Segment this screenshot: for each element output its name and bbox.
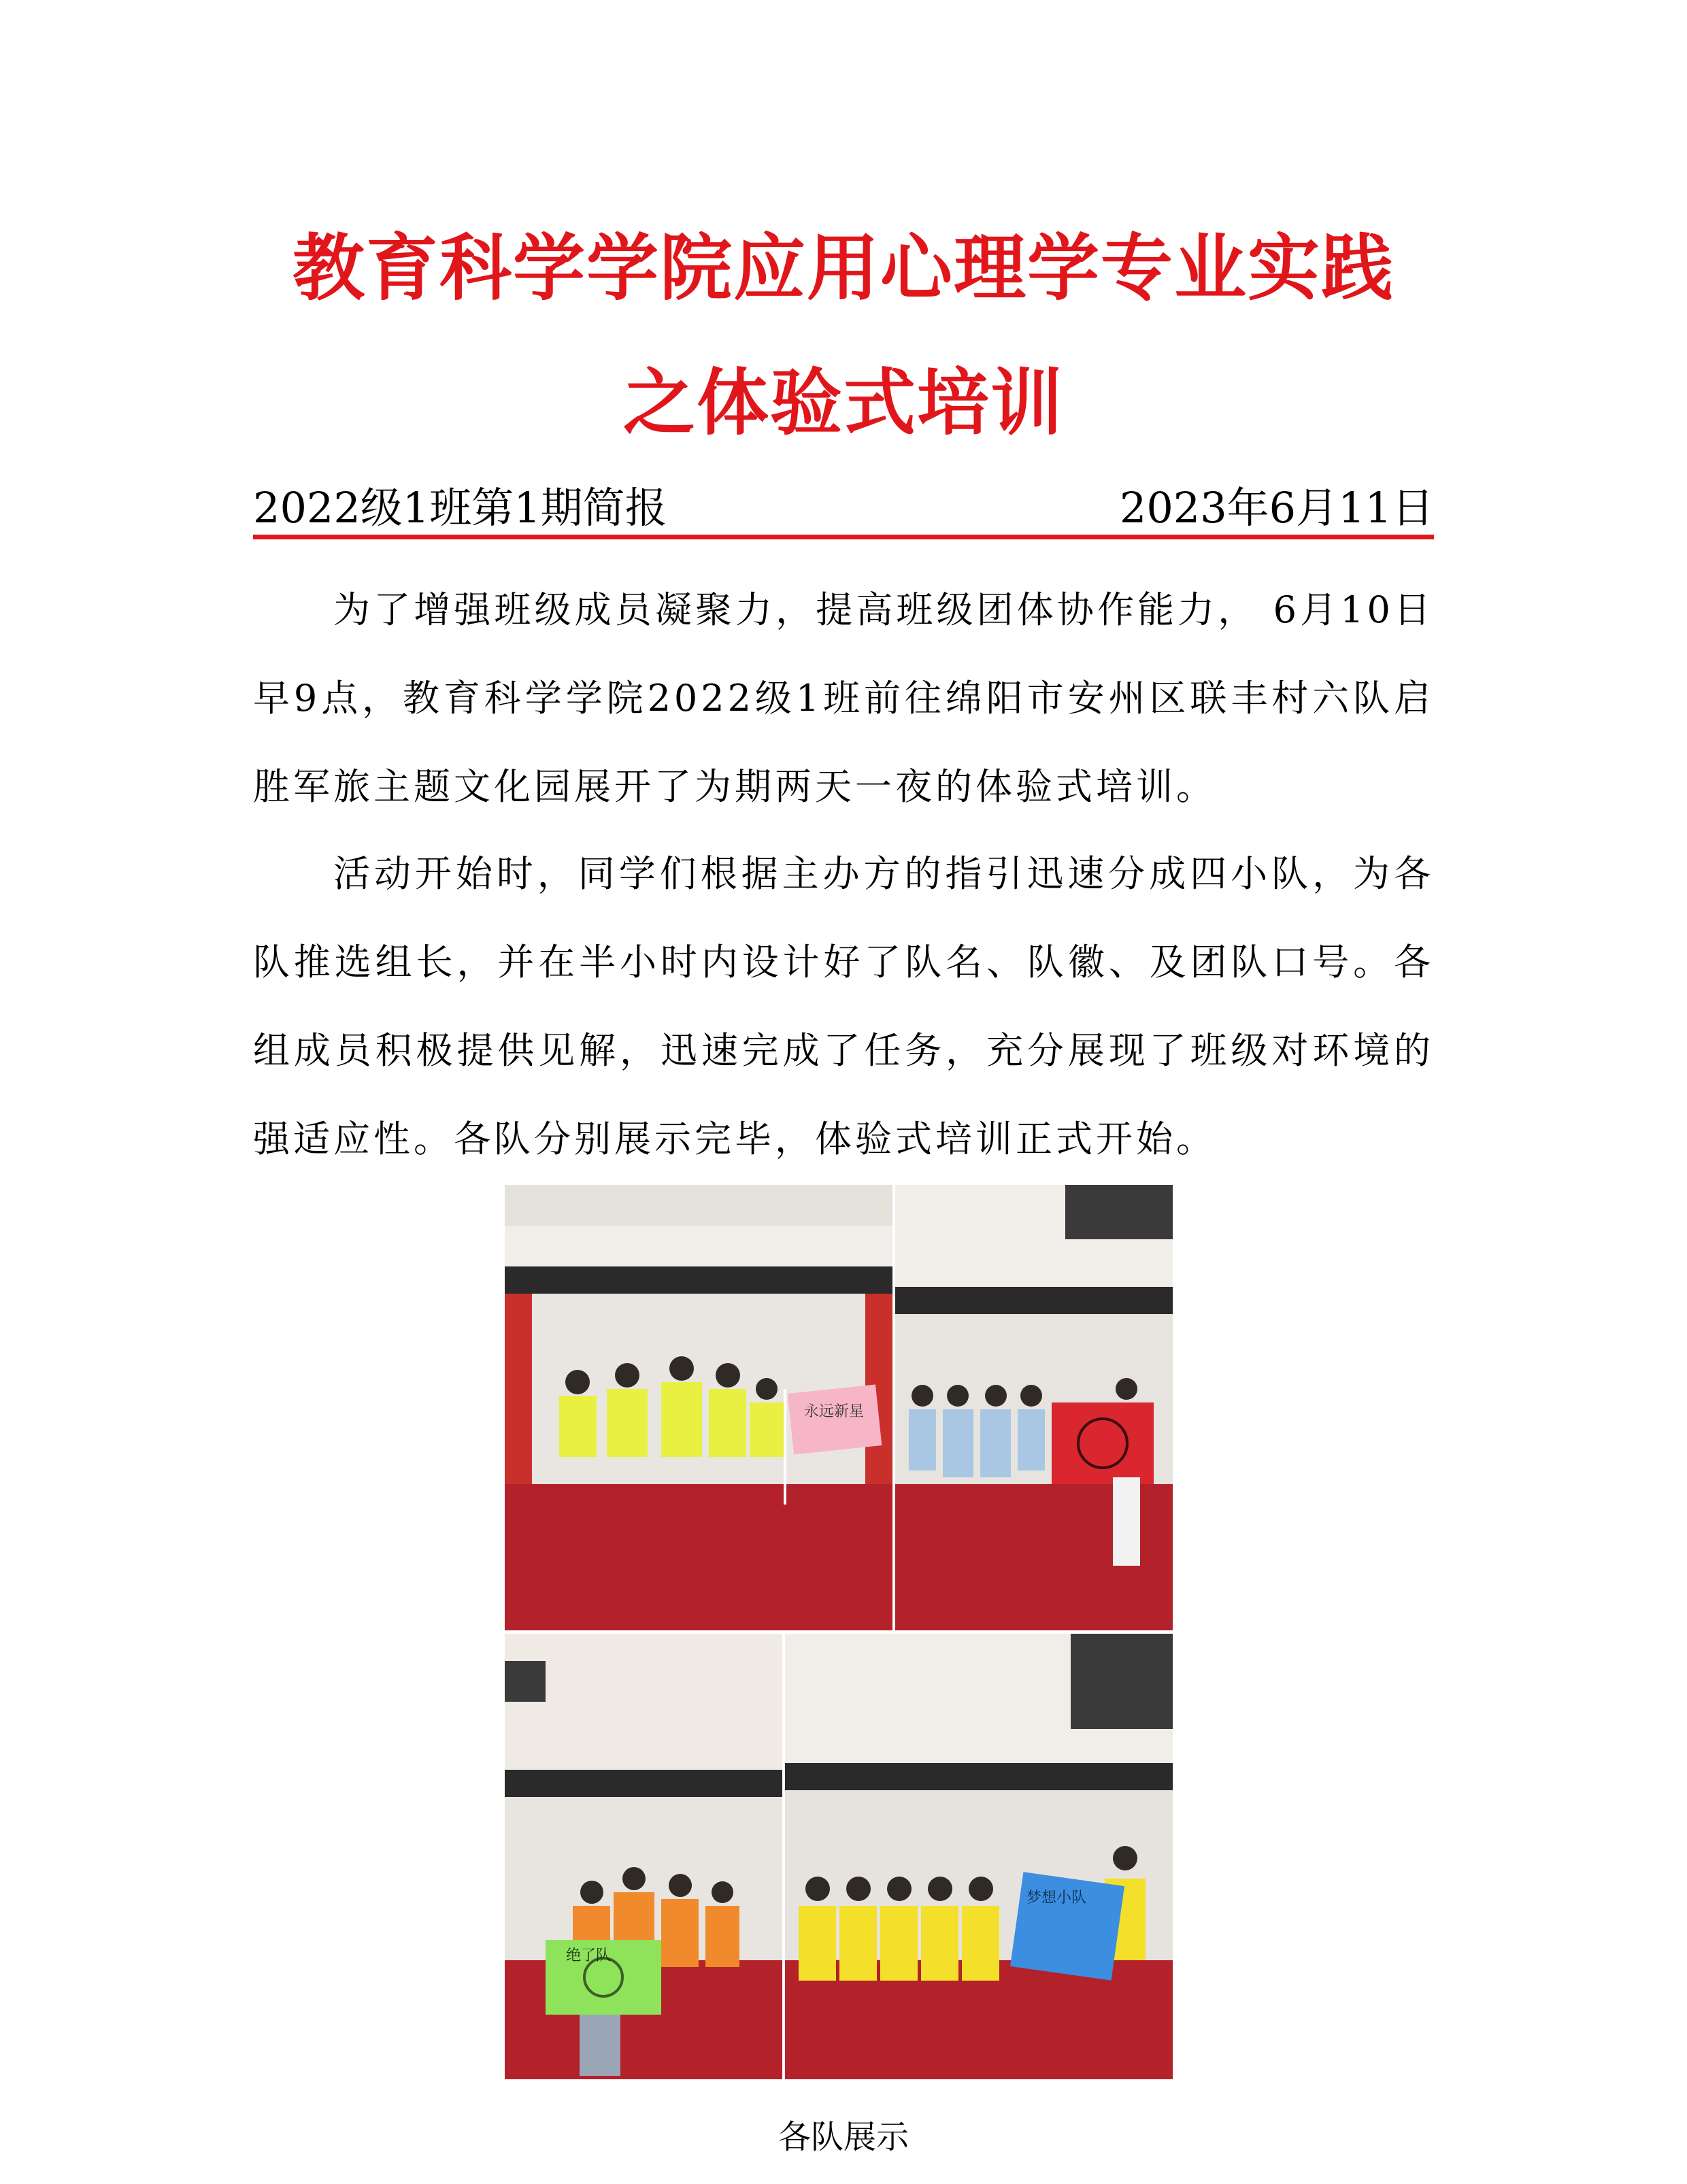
document-title-line-2: 之体验式培训 bbox=[623, 361, 1064, 445]
body-paragraph-1: 为了增强班级成员凝聚力，提高班级团体协作能力， 6月10日早9点，教育科学学院2022级1班前往绵阳市安州区联丰村六队启胜军旅主题文化园展开了为期两天一夜的体验式培训。 bbox=[253, 588, 1434, 808]
issue-meta-row bbox=[253, 482, 1434, 535]
issue-date: 2023年6月11日 bbox=[1119, 483, 1434, 533]
flag-text: 梦想小队 bbox=[1026, 1889, 1087, 1906]
team-photo-light-blue-vests bbox=[895, 1185, 1173, 1630]
document-title-line-1: 教育科学学院应用心理学专业实践 bbox=[293, 226, 1394, 310]
issue-label: 2022级1班第1期简报 bbox=[253, 483, 667, 533]
body-paragraph-2: 活动开始时，同学们根据主办方的指引迅速分成四小队，为各队推选组长，并在半小时内设计好了队名、队徽、及团队口号。各组成员积极提供见解，迅速完成了任务，充分展现了班级对环境的强适应性。各队分别展示完毕，体验式培训正式开始。 bbox=[253, 852, 1434, 1160]
header-rule bbox=[253, 535, 1434, 539]
flag-text: 永远新星 bbox=[804, 1403, 865, 1420]
team-photo-orange-vests bbox=[505, 1634, 782, 2079]
team-photo-yellow-vests-blue-flag bbox=[785, 1634, 1173, 2079]
team-photo-yellow-vests bbox=[505, 1185, 892, 1630]
figure-caption: 各队展示 bbox=[778, 2118, 909, 2156]
team-photo-collage bbox=[505, 1185, 1173, 2079]
flag-text: 绝了队 bbox=[566, 1947, 612, 1964]
